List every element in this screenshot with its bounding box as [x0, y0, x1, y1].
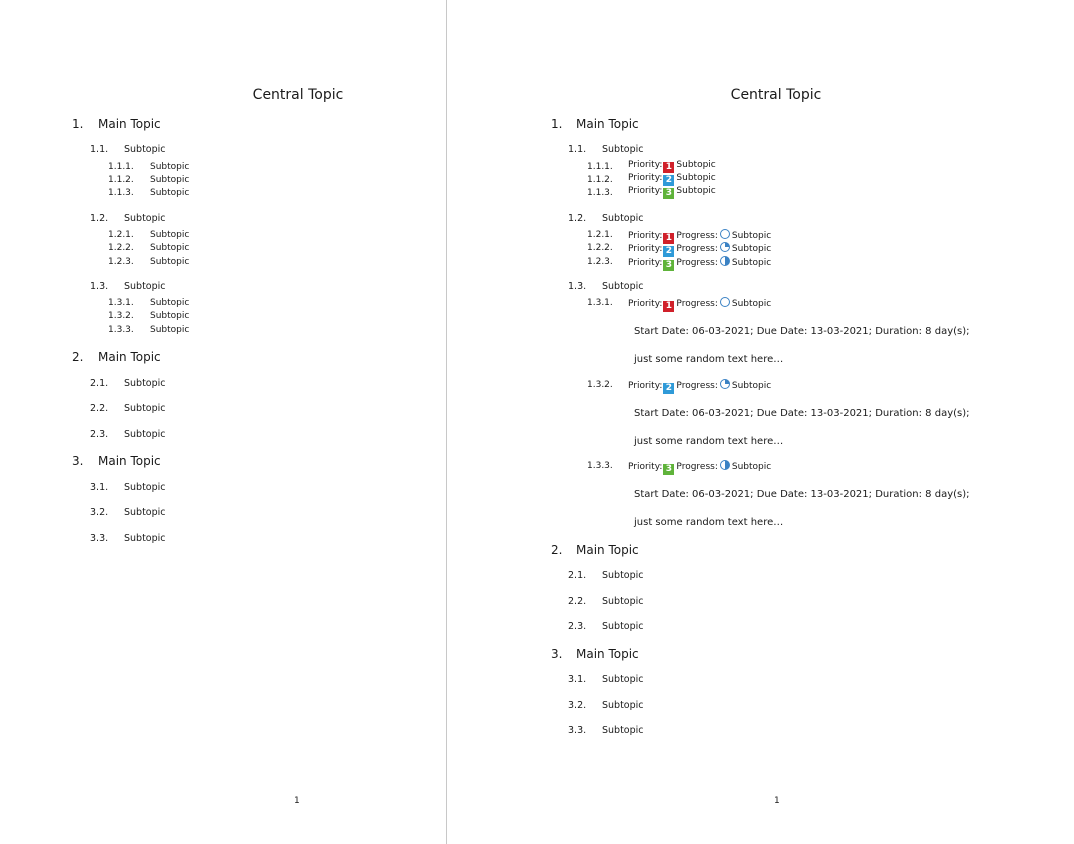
central-topic-title: Central Topic: [730, 87, 822, 103]
progress-50-icon: [720, 256, 730, 266]
subtopic-label: Subtopic: [602, 674, 644, 685]
progress-25-icon: [720, 379, 730, 389]
subtopic-number: 1.2.1.: [108, 230, 134, 240]
subtopic-number: 1.3.1.: [587, 298, 613, 308]
subtopic-label: Subtopic: [150, 257, 190, 267]
subtopic-number: 3.1.: [568, 674, 587, 685]
subtopic-label: Subtopic: [602, 700, 644, 711]
subtopic-label: Subtopic: [150, 325, 190, 335]
subtopic-label: Subtopic: [150, 243, 190, 253]
progress-0-icon: [720, 229, 730, 239]
subtopic-number: 2.1.: [90, 378, 109, 389]
subtopic-label: Subtopic: [150, 162, 190, 172]
subtopic-number: 2.2.: [568, 596, 587, 607]
priority-label: Priority:: [628, 244, 663, 254]
subtopic-line: [628, 379, 771, 394]
main-topic-number: 3.: [551, 647, 563, 661]
progress-label: Progress:: [676, 381, 718, 391]
main-topic-label: Main Topic: [576, 117, 639, 131]
subtopic-label: Subtopic: [124, 144, 166, 155]
priority-label: Priority:: [628, 160, 663, 170]
subtopic-label: Subtopic: [676, 173, 716, 183]
subtopic-number: 1.3.1.: [108, 298, 134, 308]
priority-3-icon: 3: [663, 464, 674, 475]
subtopic-label: Subtopic: [731, 231, 772, 241]
document-page-left: [0, 0, 446, 844]
main-topic-number: 1.: [72, 117, 84, 131]
subtopic-number: 1.1.2.: [108, 175, 134, 185]
progress-label: Progress:: [676, 299, 718, 309]
subtopic-number: 1.1.2.: [587, 175, 613, 185]
priority-label: Priority:: [628, 186, 663, 196]
priority-1-icon: 1: [663, 162, 674, 173]
main-topic-label: Main Topic: [98, 117, 161, 131]
subtopic-number: 1.2.: [90, 213, 109, 224]
subtopic-label: Subtopic: [124, 403, 166, 414]
progress-label: Progress:: [676, 258, 718, 268]
subtopic-line: [628, 256, 771, 271]
subtopic-number: 2.2.: [90, 403, 109, 414]
subtopic-number: 3.1.: [90, 482, 109, 493]
subtopic-label: Subtopic: [731, 381, 772, 391]
main-topic-number: 2.: [551, 543, 563, 557]
subtopic-label: Subtopic: [602, 621, 644, 632]
subtopic-number: 1.2.3.: [587, 257, 613, 267]
main-topic-number: 1.: [551, 117, 563, 131]
subtopic-line: [628, 297, 771, 312]
task-dates: Start Date: 06-03-2021; Due Date: 13-03-2021; Duration: 8 day(s);: [634, 408, 970, 419]
subtopic-label: Subtopic: [676, 160, 716, 170]
subtopic-line: [628, 242, 771, 257]
main-topic-number: 3.: [72, 454, 84, 468]
subtopic-number: 1.1.: [568, 144, 587, 155]
central-topic-title: Central Topic: [252, 87, 344, 103]
main-topic-label: Main Topic: [98, 454, 161, 468]
subtopic-number: 1.1.1.: [587, 162, 613, 172]
topic-note: just some random text here…: [634, 436, 784, 447]
subtopic-label: Subtopic: [124, 507, 166, 518]
priority-3-icon: 3: [663, 260, 674, 271]
subtopic-label: Subtopic: [124, 533, 166, 544]
subtopic-number: 1.3.: [90, 281, 109, 292]
main-topic-label: Main Topic: [576, 543, 639, 557]
subtopic-number: 1.1.3.: [108, 188, 134, 198]
priority-1-icon: 1: [663, 233, 674, 244]
priority-1-icon: 1: [663, 301, 674, 312]
subtopic-line: [628, 174, 716, 186]
subtopic-label: Subtopic: [602, 596, 644, 607]
subtopic-number: 1.1.1.: [108, 162, 134, 172]
subtopic-number: 1.2.2.: [587, 243, 613, 253]
task-dates: Start Date: 06-03-2021; Due Date: 13-03-2021; Duration: 8 day(s);: [634, 489, 970, 500]
subtopic-line: [628, 161, 716, 173]
subtopic-label: Subtopic: [124, 213, 166, 224]
priority-label: Priority:: [628, 231, 663, 241]
subtopic-label: Subtopic: [150, 188, 190, 198]
subtopic-number: 1.3.2.: [587, 380, 613, 390]
subtopic-number: 2.3.: [568, 621, 587, 632]
priority-label: Priority:: [628, 173, 663, 183]
subtopic-number: 3.3.: [568, 725, 587, 736]
topic-note: just some random text here…: [634, 517, 784, 528]
task-dates: Start Date: 06-03-2021; Due Date: 13-03-2021; Duration: 8 day(s);: [634, 326, 970, 337]
subtopic-label: Subtopic: [124, 429, 166, 440]
priority-label: Priority:: [628, 381, 663, 391]
subtopic-label: Subtopic: [124, 281, 166, 292]
subtopic-label: Subtopic: [124, 378, 166, 389]
subtopic-number: 3.3.: [90, 533, 109, 544]
subtopic-label: Subtopic: [731, 299, 772, 309]
subtopic-number: 1.1.3.: [587, 188, 613, 198]
document-page-right: [448, 0, 1074, 844]
progress-label: Progress:: [676, 462, 718, 472]
subtopic-number: 1.2.3.: [108, 257, 134, 267]
subtopic-label: Subtopic: [150, 230, 190, 240]
subtopic-number: 2.3.: [90, 429, 109, 440]
subtopic-label: Subtopic: [602, 213, 644, 224]
progress-label: Progress:: [676, 244, 718, 254]
subtopic-label: Subtopic: [602, 725, 644, 736]
main-topic-number: 2.: [72, 350, 84, 364]
subtopic-label: Subtopic: [731, 244, 772, 254]
subtopic-label: Subtopic: [676, 186, 716, 196]
priority-2-icon: 2: [663, 246, 674, 257]
priority-2-icon: 2: [663, 383, 674, 394]
subtopic-number: 1.3.2.: [108, 311, 134, 321]
subtopic-label: Subtopic: [150, 298, 190, 308]
progress-0-icon: [720, 297, 730, 307]
subtopic-number: 1.2.2.: [108, 243, 134, 253]
progress-25-icon: [720, 242, 730, 252]
subtopic-label: Subtopic: [602, 144, 644, 155]
priority-2-icon: 2: [663, 175, 674, 186]
priority-label: Priority:: [628, 462, 663, 472]
page-divider: [446, 0, 447, 844]
subtopic-label: Subtopic: [602, 570, 644, 581]
subtopic-label: Subtopic: [150, 311, 190, 321]
priority-label: Priority:: [628, 299, 663, 309]
subtopic-number: 3.2.: [568, 700, 587, 711]
subtopic-label: Subtopic: [124, 482, 166, 493]
subtopic-number: 1.3.3.: [587, 461, 613, 471]
subtopic-number: 1.2.: [568, 213, 587, 224]
subtopic-label: Subtopic: [731, 258, 772, 268]
page-number: 1: [294, 796, 300, 806]
subtopic-number: 1.2.1.: [587, 230, 613, 240]
page-number: 1: [774, 796, 780, 806]
progress-label: Progress:: [676, 231, 718, 241]
subtopic-line: [628, 460, 771, 475]
topic-note: just some random text here…: [634, 354, 784, 365]
subtopic-number: 3.2.: [90, 507, 109, 518]
main-topic-label: Main Topic: [576, 647, 639, 661]
priority-label: Priority:: [628, 258, 663, 268]
priority-3-icon: 3: [663, 188, 674, 199]
progress-50-icon: [720, 460, 730, 470]
subtopic-number: 1.3.: [568, 281, 587, 292]
subtopic-number: 1.3.3.: [108, 325, 134, 335]
subtopic-number: 1.1.: [90, 144, 109, 155]
subtopic-number: 2.1.: [568, 570, 587, 581]
subtopic-label: Subtopic: [602, 281, 644, 292]
main-topic-label: Main Topic: [98, 350, 161, 364]
subtopic-label: Subtopic: [150, 175, 190, 185]
subtopic-label: Subtopic: [731, 462, 772, 472]
subtopic-line: [628, 187, 716, 199]
